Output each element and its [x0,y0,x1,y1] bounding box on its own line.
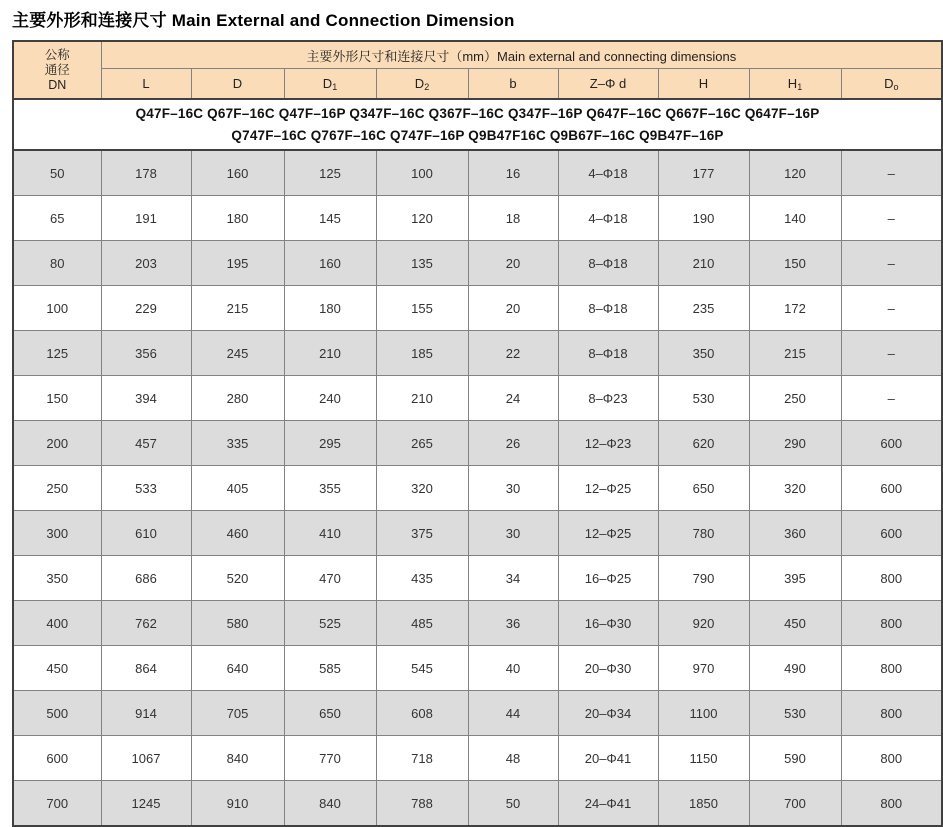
value-cell: 788 [376,781,468,827]
value-cell: 600 [841,511,942,556]
value-cell: 18 [468,196,558,241]
value-cell: 520 [191,556,284,601]
column-header: $D_o$ [841,69,942,100]
value-cell: 590 [749,736,841,781]
value-cell: 1067 [101,736,191,781]
dn-cell: 250 [13,466,101,511]
band-header-row [13,41,942,69]
dn-cell: 400 [13,601,101,646]
value-cell: 800 [841,601,942,646]
value-cell: 24–Φ41 [558,781,658,827]
value-cell: 195 [191,241,284,286]
corner-header-line1: 公称 [44,47,70,62]
value-cell: 210 [284,331,376,376]
value-cell: 180 [191,196,284,241]
value-cell: 410 [284,511,376,556]
value-cell: 215 [191,286,284,331]
dn-cell: 65 [13,196,101,241]
value-cell: 290 [749,421,841,466]
value-cell: 50 [468,781,558,827]
value-cell: 177 [658,150,749,196]
value-cell: 180 [284,286,376,331]
value-cell: 210 [376,376,468,421]
value-cell: 600 [841,466,942,511]
dn-cell: 150 [13,376,101,421]
value-cell: 178 [101,150,191,196]
value-cell: 840 [284,781,376,827]
dn-cell: 300 [13,511,101,556]
value-cell: 800 [841,646,942,691]
value-cell: 800 [841,691,942,736]
value-cell: 356 [101,331,191,376]
value-cell: 120 [376,196,468,241]
value-cell: 490 [749,646,841,691]
value-cell: 405 [191,466,284,511]
column-header: Z–Φ d [558,69,658,100]
value-cell: 320 [749,466,841,511]
value-cell: 4–Φ18 [558,196,658,241]
dn-cell: 700 [13,781,101,827]
value-cell: 191 [101,196,191,241]
value-cell: 970 [658,646,749,691]
value-cell: 800 [841,781,942,827]
value-cell: 580 [191,601,284,646]
table-row [13,241,942,286]
value-cell: 8–Φ23 [558,376,658,421]
models-header [13,99,942,150]
value-cell: 24 [468,376,558,421]
value-cell: 295 [284,421,376,466]
value-cell: 22 [468,331,558,376]
value-cell: 34 [468,556,558,601]
value-cell: 790 [658,556,749,601]
value-cell: 172 [749,286,841,331]
value-cell: 450 [749,601,841,646]
value-cell: 280 [191,376,284,421]
value-cell: 16 [468,150,558,196]
value-cell: 190 [658,196,749,241]
value-cell: 335 [191,421,284,466]
column-header: $D_1$ [284,69,376,100]
value-cell: 48 [468,736,558,781]
value-cell: 394 [101,376,191,421]
value-cell: 770 [284,736,376,781]
value-cell: 265 [376,421,468,466]
corner-header-line3: DN [48,77,67,92]
value-cell: 30 [468,466,558,511]
value-cell: 608 [376,691,468,736]
dn-cell: 80 [13,241,101,286]
column-header: H [658,69,749,100]
value-cell: 585 [284,646,376,691]
value-cell: – [841,286,942,331]
value-cell: 215 [749,331,841,376]
value-cell: 395 [749,556,841,601]
value-cell: 355 [284,466,376,511]
column-header-subscript: o [893,81,899,92]
value-cell: 705 [191,691,284,736]
table-row [13,196,942,241]
value-cell: 203 [101,241,191,286]
value-cell: 700 [749,781,841,827]
table-row [13,691,942,736]
value-cell: 485 [376,601,468,646]
value-cell: 525 [284,601,376,646]
value-cell: 1100 [658,691,749,736]
value-cell: 800 [841,556,942,601]
value-cell: 533 [101,466,191,511]
value-cell: 20 [468,241,558,286]
value-cell: 650 [658,466,749,511]
value-cell: 320 [376,466,468,511]
value-cell: 12–Φ25 [558,511,658,556]
value-cell: 914 [101,691,191,736]
value-cell: 12–Φ25 [558,466,658,511]
value-cell: 185 [376,331,468,376]
value-cell: 650 [284,691,376,736]
value-cell: 840 [191,736,284,781]
column-header-row [13,69,942,100]
corner-header-line2: 通径 [44,62,70,77]
value-cell: 1150 [658,736,749,781]
value-cell: – [841,196,942,241]
dimensions-table [12,40,943,827]
models-line-2: Q747F–16C Q767F–16C Q747F–16P Q9B47F16C Q9B67F–16C Q9B47F–16P [231,127,724,143]
value-cell: 800 [841,736,942,781]
value-cell: 235 [658,286,749,331]
value-cell: 229 [101,286,191,331]
value-cell: 250 [749,376,841,421]
column-header-subscript: 1 [797,81,803,92]
value-cell: 864 [101,646,191,691]
value-cell: 350 [658,331,749,376]
value-cell: 360 [749,511,841,556]
value-cell: 120 [749,150,841,196]
value-cell: 12–Φ23 [558,421,658,466]
value-cell: 470 [284,556,376,601]
value-cell: 160 [284,241,376,286]
band-header: 主要外形尺寸和连接尺寸（mm）Main external and connecting dimensions [101,41,942,69]
value-cell: 145 [284,196,376,241]
value-cell: 100 [376,150,468,196]
value-cell: 375 [376,511,468,556]
value-cell: 40 [468,646,558,691]
column-header: b [468,69,558,100]
value-cell: 8–Φ18 [558,241,658,286]
value-cell: 140 [749,196,841,241]
value-cell: 30 [468,511,558,556]
value-cell: 545 [376,646,468,691]
value-cell: 8–Φ18 [558,286,658,331]
table-row [13,646,942,691]
value-cell: 20 [468,286,558,331]
models-row [13,99,942,150]
value-cell: 460 [191,511,284,556]
dn-cell: 600 [13,736,101,781]
table-row [13,781,942,827]
value-cell: 20–Φ30 [558,646,658,691]
value-cell: 20–Φ34 [558,691,658,736]
value-cell: 8–Φ18 [558,331,658,376]
table-row [13,511,942,556]
column-header: L [101,69,191,100]
dn-cell: 200 [13,421,101,466]
models-line-1: Q47F–16C Q67F–16C Q47F–16P Q347F–16C Q367F–16C Q347F–16P Q647F–16C Q667F–16C Q647F–16P [135,105,820,121]
value-cell: 530 [749,691,841,736]
table-row [13,376,942,421]
table-row [13,736,942,781]
value-cell: 620 [658,421,749,466]
value-cell: 16–Φ25 [558,556,658,601]
dn-cell: 125 [13,331,101,376]
table-row [13,286,942,331]
page-title: 主要外形和连接尺寸 Main External and Connection Dimension [12,11,515,30]
column-header-subscript: 1 [332,81,338,92]
value-cell: – [841,376,942,421]
value-cell: 36 [468,601,558,646]
table-row [13,150,942,196]
column-header: $D_2$ [376,69,468,100]
value-cell: 435 [376,556,468,601]
dn-cell: 100 [13,286,101,331]
value-cell: 44 [468,691,558,736]
column-header-subscript: 2 [424,81,430,92]
column-header: D [191,69,284,100]
value-cell: 150 [749,241,841,286]
value-cell: 610 [101,511,191,556]
value-cell: 125 [284,150,376,196]
value-cell: 686 [101,556,191,601]
value-cell: 20–Φ41 [558,736,658,781]
value-cell: 240 [284,376,376,421]
value-cell: 530 [658,376,749,421]
value-cell: 780 [658,511,749,556]
column-header: $H_1$ [749,69,841,100]
table-row [13,601,942,646]
dn-cell: 500 [13,691,101,736]
dn-cell: 450 [13,646,101,691]
value-cell: 1245 [101,781,191,827]
value-cell: – [841,241,942,286]
table-row [13,421,942,466]
value-cell: – [841,331,942,376]
value-cell: 4–Φ18 [558,150,658,196]
value-cell: 155 [376,286,468,331]
dn-cell: 350 [13,556,101,601]
value-cell: 245 [191,331,284,376]
table-row [13,331,942,376]
table-body [13,150,942,826]
value-cell: 762 [101,601,191,646]
value-cell: 600 [841,421,942,466]
value-cell: 457 [101,421,191,466]
table-row [13,556,942,601]
value-cell: 920 [658,601,749,646]
corner-header [13,41,101,99]
value-cell: – [841,150,942,196]
value-cell: 910 [191,781,284,827]
value-cell: 718 [376,736,468,781]
value-cell: 160 [191,150,284,196]
dn-cell: 50 [13,150,101,196]
value-cell: 210 [658,241,749,286]
value-cell: 1850 [658,781,749,827]
value-cell: 135 [376,241,468,286]
value-cell: 26 [468,421,558,466]
value-cell: 16–Φ30 [558,601,658,646]
table-row [13,466,942,511]
value-cell: 640 [191,646,284,691]
